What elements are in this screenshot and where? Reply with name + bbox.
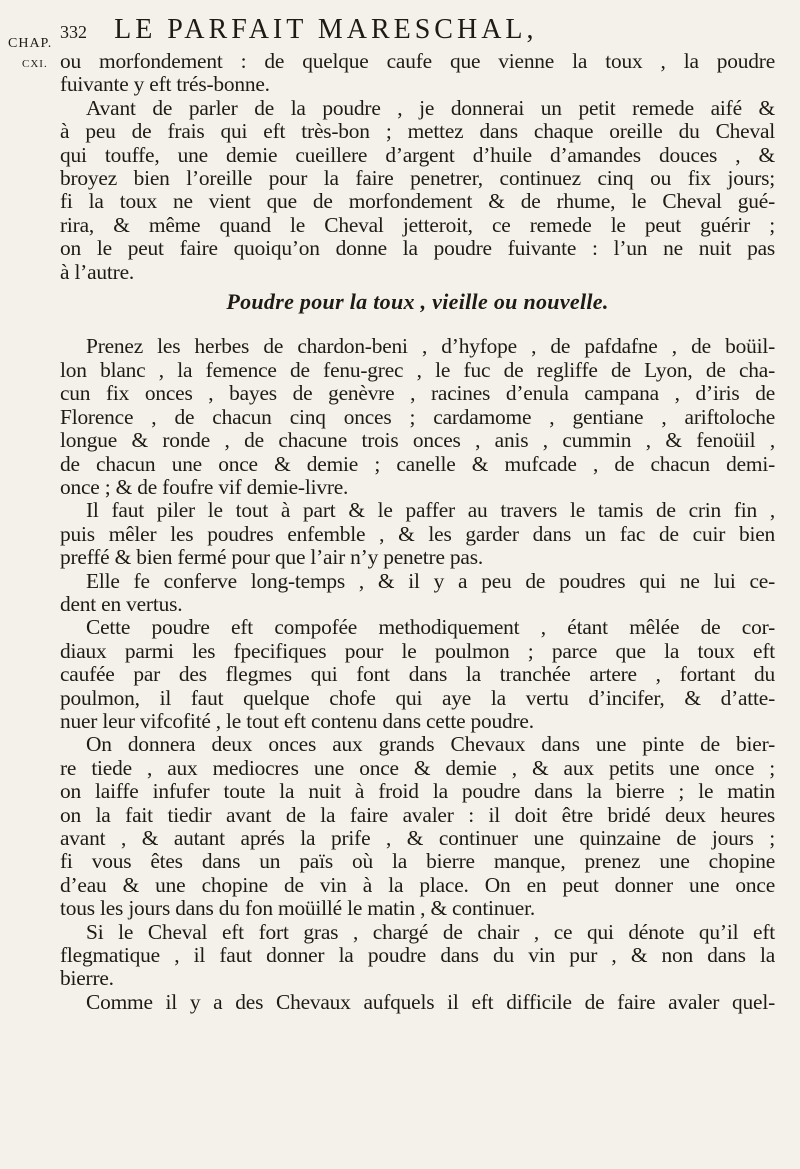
text-line: ou morfondement : de quelque caufe que vienne la toux , la poudre: [60, 49, 775, 73]
text-line: longue & ronde , de chacune trois onces , anis , cummin , & fenoüil ,: [60, 428, 775, 453]
page-header: [60, 14, 780, 46]
text-line: on laiffe infufer toute la nuit à froid la poudre dans la bierre ; le matin: [60, 779, 775, 804]
text-line: à peu de frais qui eft très-bon ; mettez dans chaque oreille du Cheval: [60, 119, 775, 144]
text-line: poulmon, il faut quelque chofe qui aye la vertu d’incifer, & d’atte-: [60, 685, 775, 710]
text-line: qui touffe, une demie cueillere d’argent d’huile d’amandes douces , &: [60, 142, 775, 167]
text-line: avant , & autant aprés la prife , & continuer une quinzaine de jours ;: [60, 826, 775, 850]
paragraph: [60, 50, 775, 97]
margin-chapter-number: CXI.: [22, 58, 48, 70]
text-line: Elle fe conferve long-temps , & il y a peu de poudres qui ne lui ce-: [86, 568, 775, 593]
text-line: à l’autre.: [60, 259, 135, 284]
text-line: diaux parmi les fpecifiques pour le poulmon ; parce que la toux eft: [60, 638, 775, 663]
text-line: Cette poudre eft compofée methodiquement , étant mêlée de cor-: [86, 615, 775, 640]
text-line: rira, & même quand le Cheval jetteroit, ce remede le peut guérir ;: [60, 212, 775, 237]
text-line: preffé & bien fermé pour que l’air n’y penetre pas.: [60, 545, 483, 570]
text-line: caufée par des flegmes qui font dans la tranchée artere , fortant du: [60, 662, 775, 687]
page-number: 332: [60, 22, 87, 42]
text-line: Prenez les herbes de chardon-beni , d’hyfope , de pafdafne , de boüil-: [86, 334, 775, 359]
text-line: on le peut faire quoiqu’on donne la poudre fuivante : l’un ne nuit pas: [60, 236, 775, 261]
text-line: Avant de parler de la poudre , je donnerai un petit remede aifé &: [86, 95, 775, 120]
text-line: broyez bien l’oreille pour la faire penetrer, continuez cinq ou fix jours;: [60, 166, 775, 191]
paragraph: [60, 921, 775, 991]
text-line: bierre.: [60, 966, 114, 991]
text-line: puis mêler les poudres enfemble , & les garder dans un fac de cuir bien: [60, 521, 775, 546]
text-line: fi la toux ne vient que de morfondement & de rhume, le Cheval gué-: [60, 189, 775, 214]
section-heading: Poudre pour la toux , vieille ou nouvelle.: [226, 289, 609, 315]
text-line: de chacun une once & demie ; canelle & mufcade , de chacun demi-: [60, 451, 775, 476]
text-line: nuer leur vifcofité , le tout eft contenu dans cette poudre.: [60, 708, 534, 733]
text-line: lon blanc , la femence de fenu-grec , le fuc de regliffe de Lyon, de cha-: [60, 357, 775, 382]
paragraph: [60, 97, 775, 284]
paragraph: [60, 499, 775, 569]
paragraph: [60, 335, 775, 499]
body-text: [60, 50, 775, 1014]
text-line: Florence , de chacun cinq onces ; cardamome , gentiane , ariftoloche: [60, 404, 775, 429]
text-line: Si le Cheval eft fort gras , chargé de chair , ce qui dénote qu’il eft: [86, 919, 775, 944]
paragraph: [60, 733, 775, 920]
paragraph: [60, 616, 775, 733]
text-line: On donnera deux onces aux grands Chevaux dans une pinte de bier-: [86, 732, 775, 757]
text-line: on la fait tiedir avant de la faire avaler : il doit être bridé deux heures: [60, 802, 775, 827]
paragraph: [60, 991, 775, 1014]
text-line: d’eau & une chopine de vin à la place. On en peut donner une once: [60, 872, 775, 897]
text-line: tous les jours dans du fon moüillé le matin , & continuer.: [60, 896, 535, 921]
margin-note: [8, 34, 56, 74]
text-line: fuivante y eft trés-bonne.: [60, 72, 270, 97]
running-head: LE PARFAIT MARESCHAL,: [114, 14, 538, 45]
text-line: fi vous êtes dans un païs où la bierre manque, prenez une chopine: [60, 849, 775, 874]
paragraph: [60, 570, 775, 617]
text-line: Il faut piler le tout à part & le paffer au travers le tamis de crin fin ,: [86, 498, 775, 523]
margin-chapter: CHAP.: [8, 36, 53, 51]
text-line: cun fix onces , bayes de genèvre , racines d’enula campana , d’iris de: [60, 381, 775, 406]
text-line: flegmatique , il faut donner la poudre dans du vin pur , & non dans la: [60, 943, 775, 968]
text-line: Comme il y a des Chevaux aufquels il eft difficile de faire avaler quel-: [86, 989, 775, 1014]
text-line: re tiede , aux mediocres une once & demie , & aux petits une once ;: [60, 755, 775, 780]
text-line: once ; & de foufre vif demie-livre.: [60, 474, 349, 499]
text-line: dent en vertus.: [60, 591, 183, 616]
